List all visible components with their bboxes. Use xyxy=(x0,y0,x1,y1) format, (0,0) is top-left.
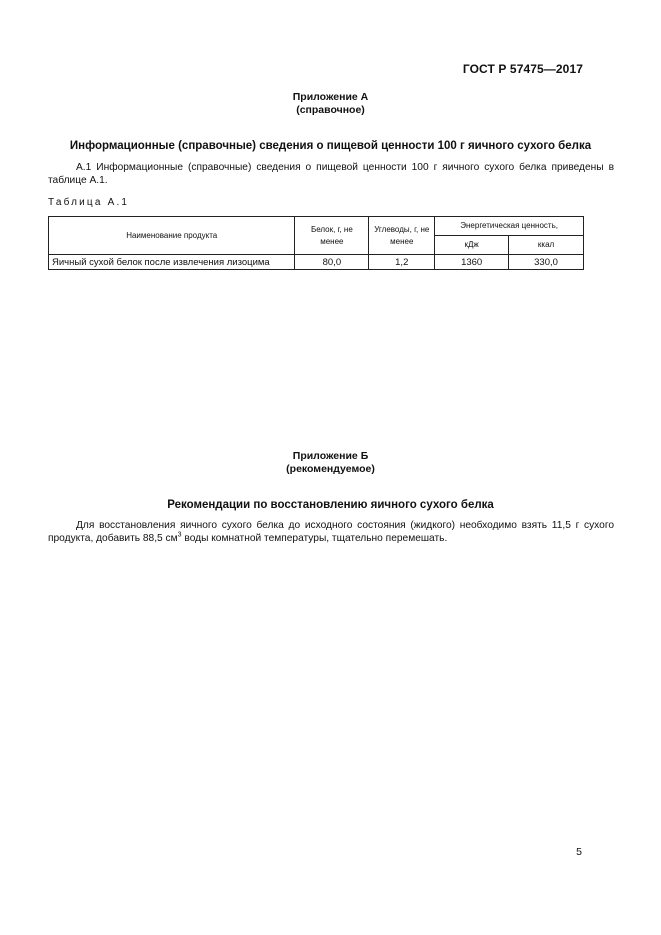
appendix-a-paragraph: А.1 Информационные (справочные) сведения о пищевой ценности 100 г яичного сухого белка приведены в таблице А.1. xyxy=(48,162,614,186)
header-kcal: ккал xyxy=(509,236,584,255)
appendix-b-text-2: воды комнатной температуры, тщательно перемешать. xyxy=(181,533,448,544)
cell-product: Яичный сухой белок после извлечения лизоцима xyxy=(49,255,295,270)
cell-kj: 1360 xyxy=(435,255,509,270)
appendix-b-status: (рекомендуемое) xyxy=(286,463,375,475)
header-carbs: Углеводы, г, не менее xyxy=(369,217,435,255)
table-row xyxy=(49,255,584,270)
header-energy: Энергетическая ценность, xyxy=(435,217,584,236)
document-number: ГОСТ Р 57475—2017 xyxy=(462,62,583,76)
cell-protein: 80,0 xyxy=(295,255,369,270)
appendix-a-status: (справочное) xyxy=(296,104,365,116)
appendix-a-title: Информационные (справочные) сведения о пищевой ценности 100 г яичного сухого белка xyxy=(69,140,592,152)
header-product: Наименование продукта xyxy=(49,217,295,255)
appendix-a xyxy=(0,91,661,152)
nutrition-table xyxy=(48,216,584,270)
appendix-b-title: Рекомендации по восстановлению яичного сухого белка xyxy=(167,499,494,511)
cell-kcal: 330,0 xyxy=(509,255,584,270)
appendix-a-label: Приложение А xyxy=(292,91,369,103)
header-protein: Белок, г, не менее xyxy=(295,217,369,255)
appendix-b-label: Приложение Б xyxy=(292,450,369,462)
cell-carbs: 1,2 xyxy=(369,255,435,270)
appendix-b xyxy=(0,450,661,511)
page-number: 5 xyxy=(576,846,582,858)
header-kj: кДж xyxy=(435,236,509,255)
appendix-b-paragraph xyxy=(48,519,614,545)
superscript-3: 3 xyxy=(177,531,182,539)
appendix-b-text-1: Для восстановления яичного сухого белка до исходного состояния (жидкого) необходимо взять 11,5 г сухого продукта, добавить 88,5 см xyxy=(48,520,614,544)
table-caption: Таблица А.1 xyxy=(48,197,130,208)
